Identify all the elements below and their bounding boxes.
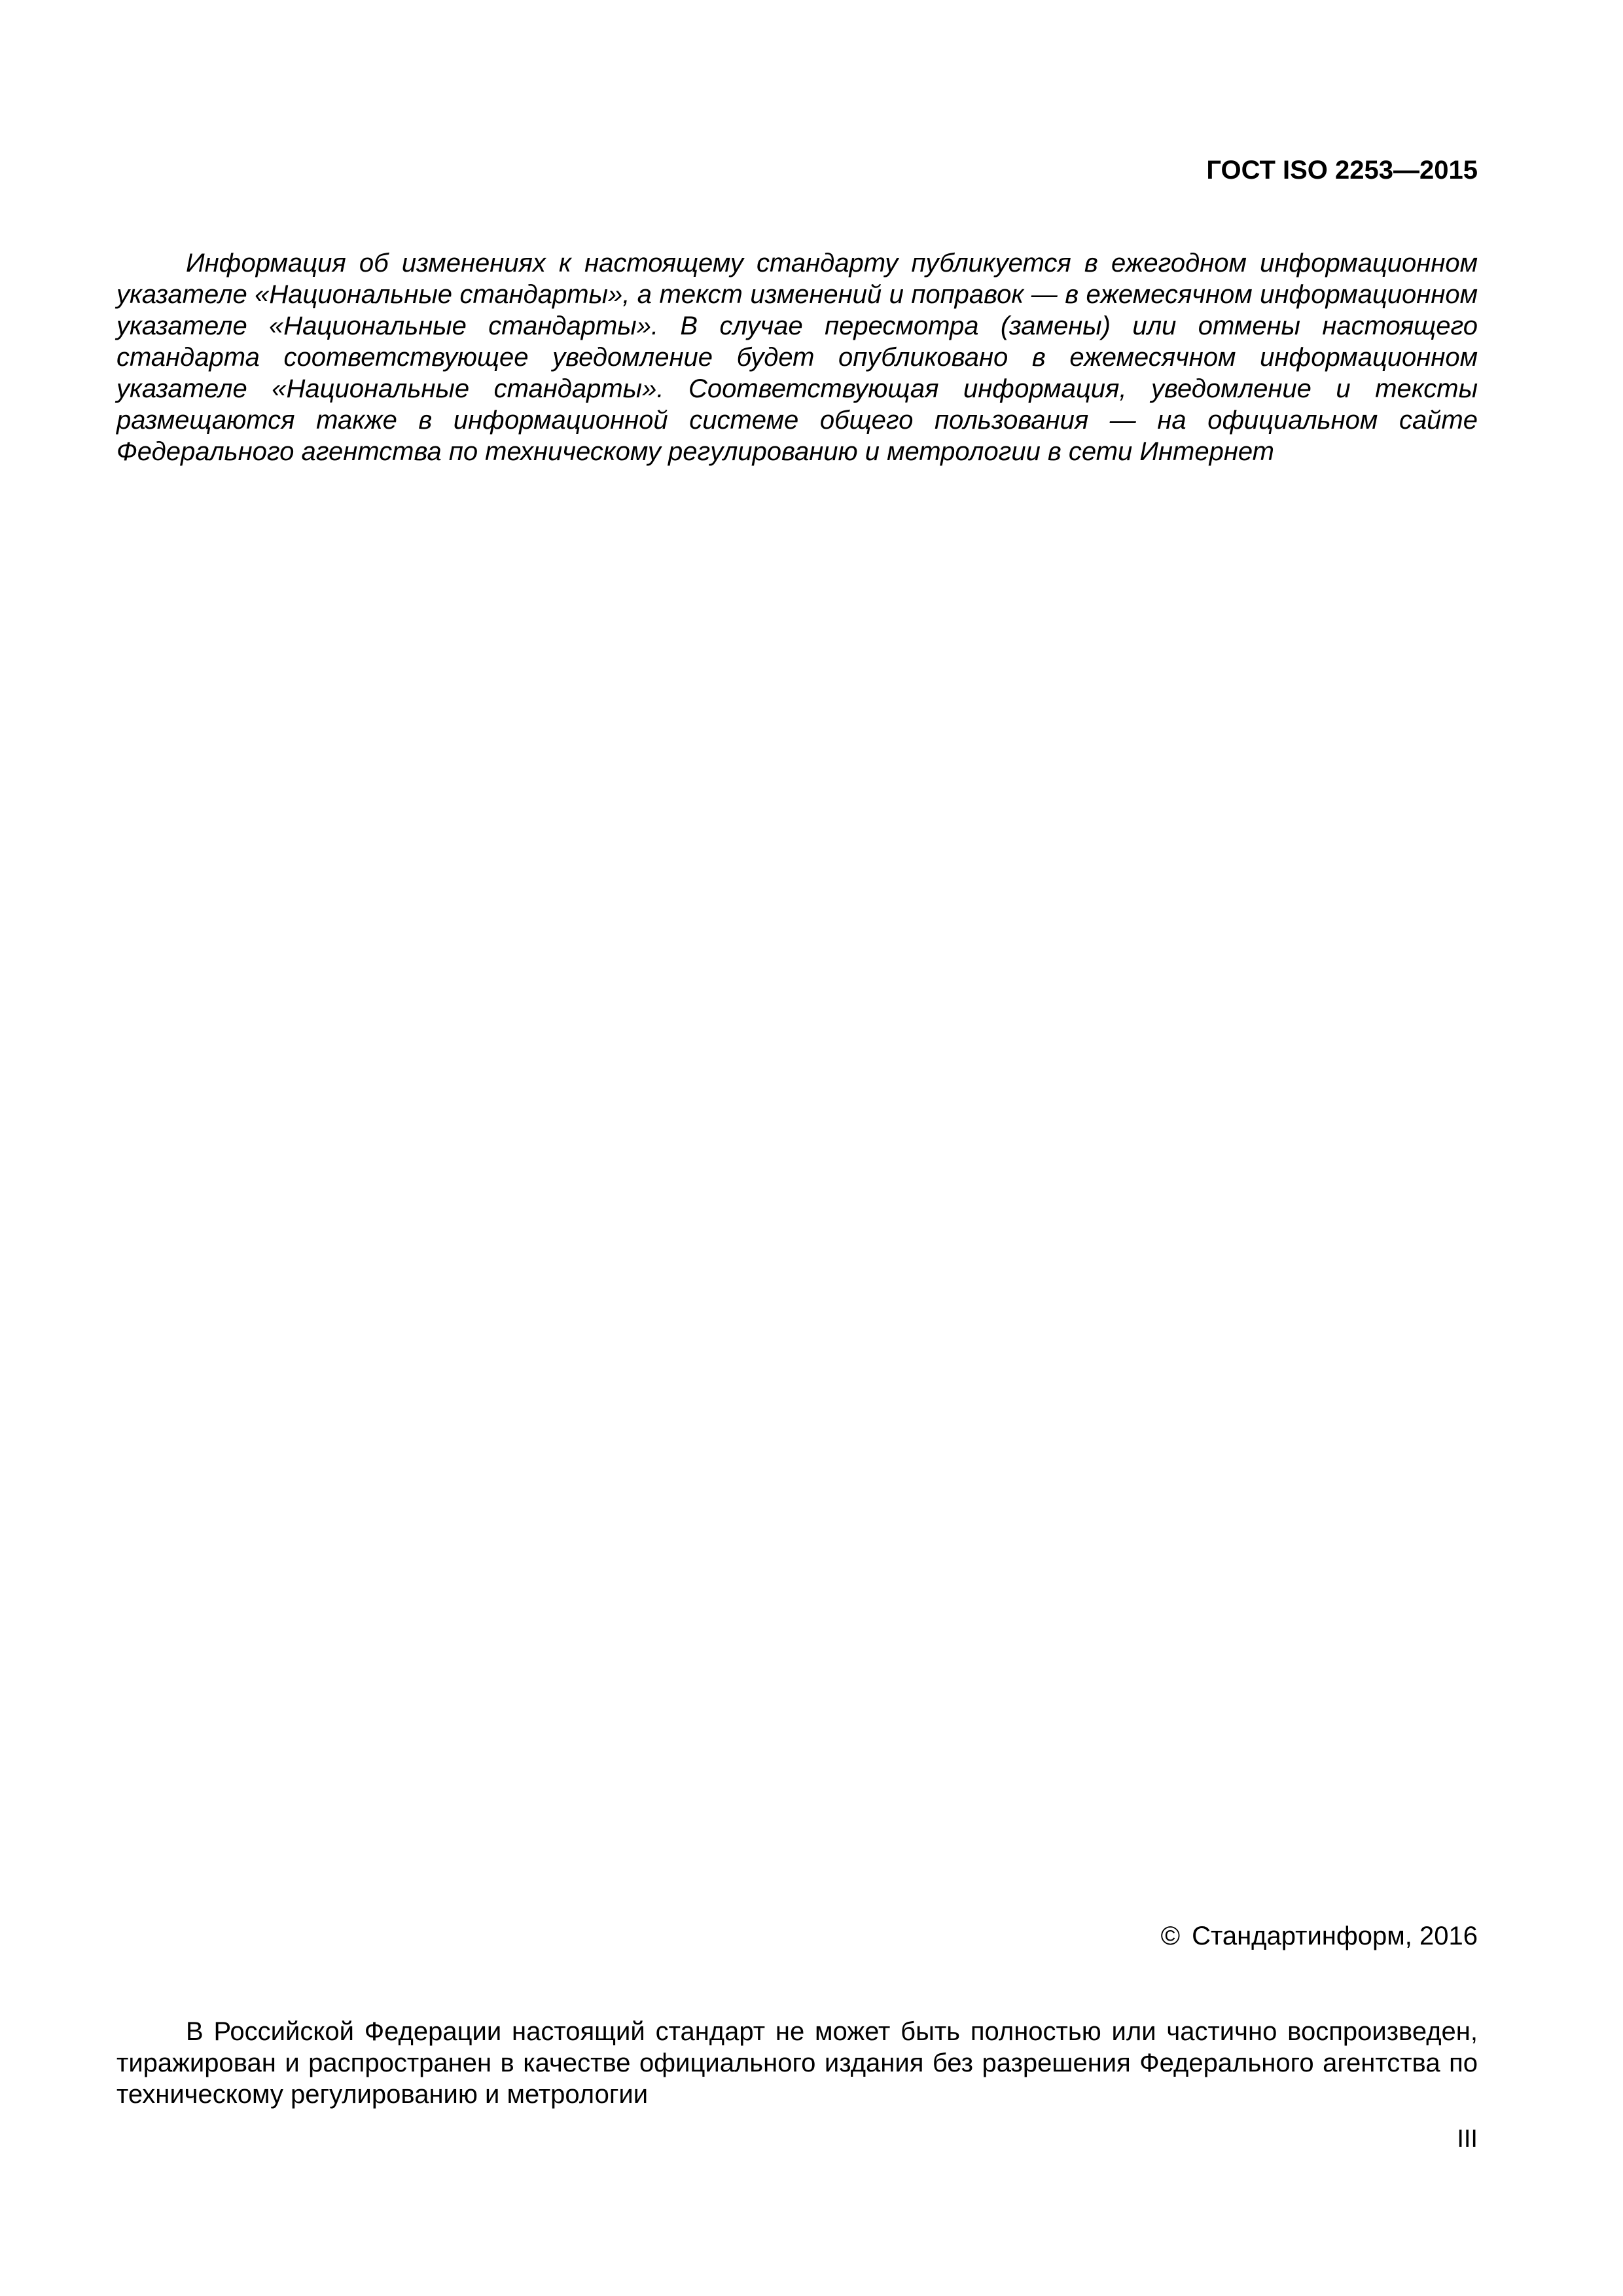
document-code-header: ГОСТ ISO 2253—2015 bbox=[1206, 156, 1478, 185]
copyright-symbol: © bbox=[1160, 1922, 1181, 1950]
copyright-line bbox=[116, 1920, 1478, 1952]
amendments-information-notice: Информация об изменениях к настоящему стандарту публикуется в ежегодном информационном указателе «Национальные стандарты», а текст изменений и поправок — в ежемесячном информационном указателе «Национальные стандарты». В случае пересмотра (замены) или отмены настоящего стандарта соответствующее уведомление будет опубликовано в ежемесячном информационном указателе «Национальные стандарты». Соответствующая информация, уведомление и тексты размещаются также в информационной системе общего пользования — на официальном сайте Федерального агентства по техническому регулированию и метрологии в сети Интернет bbox=[116, 249, 1478, 466]
reproduction-rights-notice: В Российской Федерации настоящий стандарт не может быть полностью или частично воспроизведен, тиражирован и распространен в качестве официального издания без разрешения Федерального агентства по техническому регулированию и метрологии bbox=[116, 2017, 1478, 2109]
copyright-holder-year: Стандартинформ, 2016 bbox=[1192, 1922, 1478, 1950]
page-number: III bbox=[1457, 2125, 1478, 2153]
